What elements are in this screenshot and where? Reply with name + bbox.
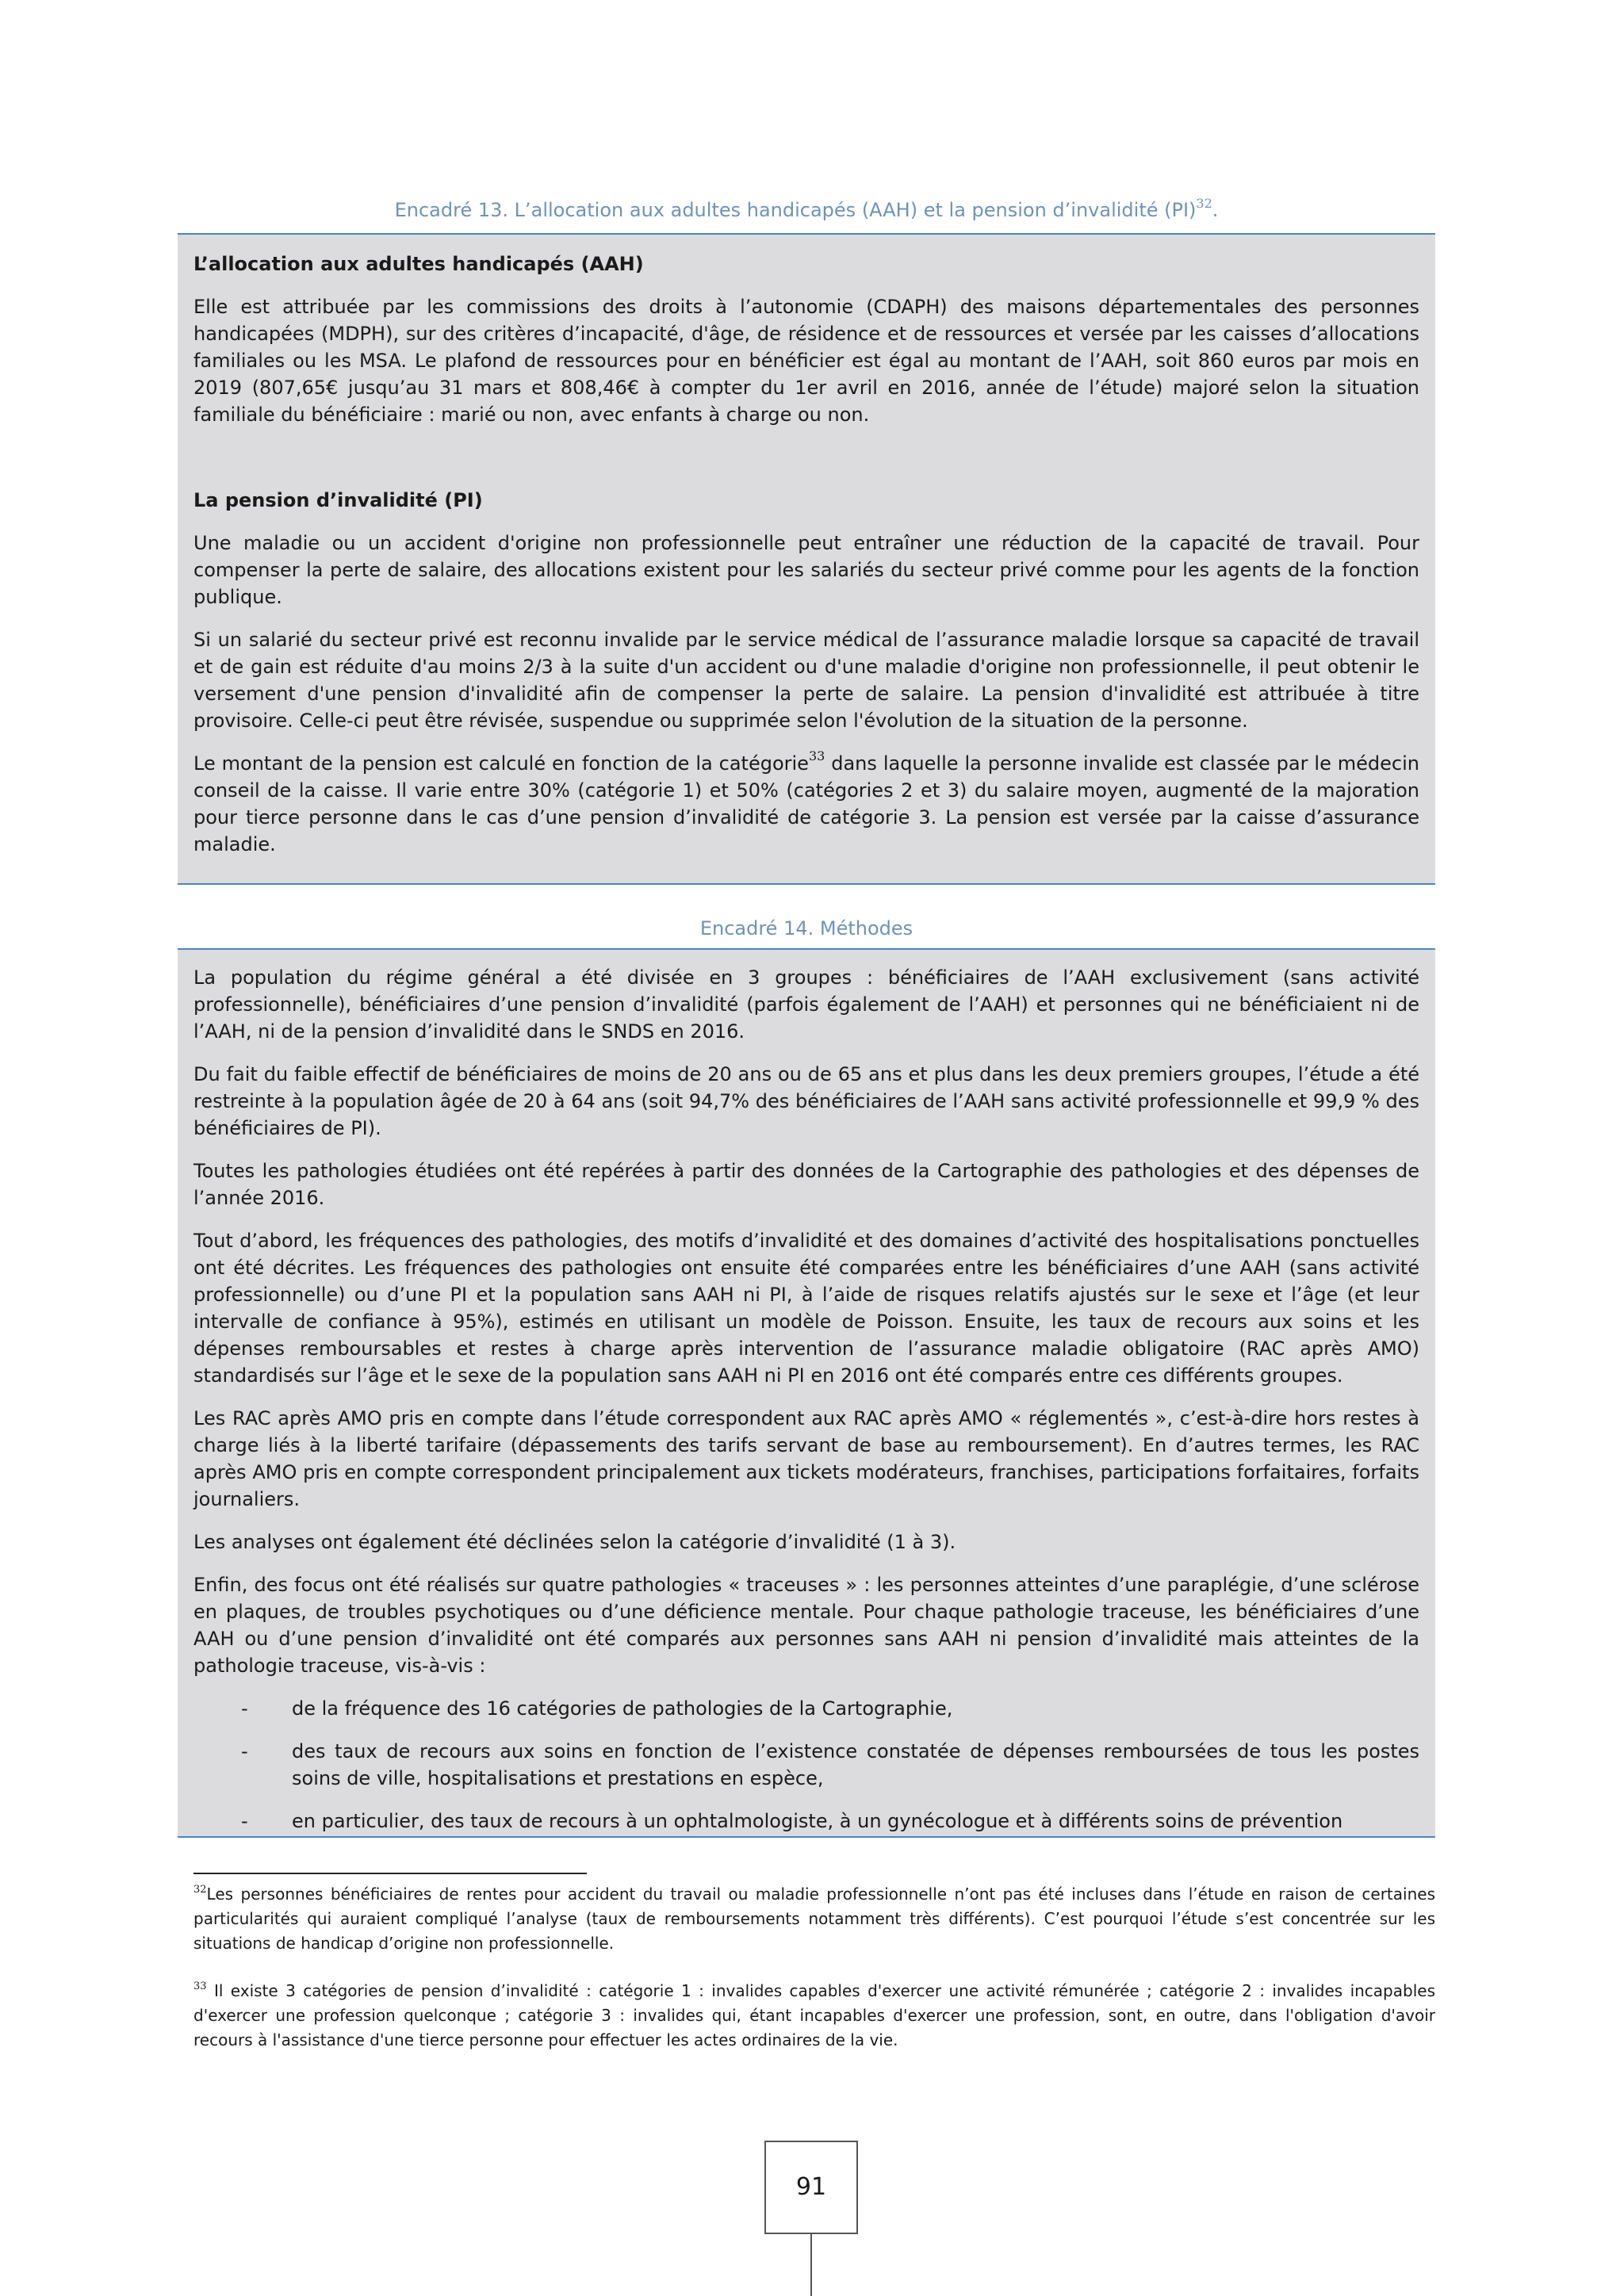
bullet-dash: - bbox=[241, 1810, 248, 1832]
bullet-dash: - bbox=[241, 1697, 248, 1720]
encadre13-caption-text: Encadré 13. L’allocation aux adultes handicapés (AAH) et la pension d’invalidité (PI) bbox=[394, 199, 1197, 221]
footnote-ref-32[interactable]: 32 bbox=[1196, 196, 1212, 211]
pi-paragraph-3-end: dans laquelle la personne invalide est classée par le médecin conseil de la caisse. Il varie entre 30% (catégorie 1) et 50% (catégories 2 et 3) du salaire moyen, augmenté de la majoration pour tierce personne dans le cas d’une pension d’invalidité de catégorie 3. La pension est versée par la caisse d’assurance maladie. bbox=[193, 752, 1420, 855]
bullet-dash: - bbox=[241, 1740, 248, 1762]
footnote-33-text: Il existe 3 catégories de pension d’invalidité : catégorie 1 : invalides capables d'exercer une activité rémunérée ; catégorie 2 : invalides incapables d'exercer une profession quelconque ; catégorie 3 : invalides qui, étant incapables d'exercer une profession, sont, en outre, dans l'obligation d'avoir recours à l'assistance d'une tierce personne pour effectuer les actes ordinaires de la vie. bbox=[193, 1981, 1435, 2049]
methods-paragraph-4: Tout d’abord, les fréquences des pathologies, des motifs d’invalidité et des domaines d’activité des hospitalisations ponctuelles ont été décrites. Les fréquences des pathologies ont ensuite été comparées entre les bénéficiaires d’une AAH (sans activité professionnelle) ou d’une PI et la population sans AAH ni PI, à l’aide de risques relatifs ajustés sur le sexe et l’âge (et leur intervalle de confiance à 95%), estimés en utilisant un modèle de Poisson. Ensuite, les taux de recours aux soins et les dépenses remboursables et restes à charge après intervention de l’assurance maladie obligatoire (RAC après AMO) standardisés sur l’âge et le sexe de la population sans AAH ni PI en 2016 ont été comparés entre ces différents groupes. bbox=[193, 1230, 1419, 1387]
pi-paragraph-1: Une maladie ou un accident d'origine non professionnelle peut entraîner une réduction de la capacité de travail. Pour compenser la perte de salaire, des allocations existent pour les salariés du secteur privé comme pour les agents de la fonction publique. bbox=[193, 532, 1419, 608]
footnote-33-number: 33 bbox=[193, 1980, 207, 1992]
footnote-ref-33[interactable]: 33 bbox=[808, 748, 825, 763]
encadre14-caption: Encadré 14. Méthodes bbox=[699, 917, 914, 939]
footnote-32-number: 32 bbox=[193, 1884, 207, 1896]
aah-heading: L’allocation aux adultes handicapés (AAH) bbox=[193, 253, 644, 275]
methods-paragraph-3: Toutes les pathologies étudiées ont été repérées à partir des données de la Cartographie des pathologies et des dépenses de l’année 2016. bbox=[193, 1160, 1419, 1209]
encadre13-caption-end: . bbox=[1212, 199, 1219, 221]
list-item-text: en particulier, des taux de recours à un ophtalmologiste, à un gynécologue et à différents soins de prévention bbox=[292, 1810, 1343, 1832]
methods-paragraph-6: Les analyses ont également été déclinées selon la catégorie d’invalidité (1 à 3). bbox=[193, 1531, 956, 1553]
footnote-32 bbox=[193, 1882, 1435, 1956]
aah-paragraph: Elle est attribuée par les commissions des droits à l’autonomie (CDAPH) des maisons départementales des personnes handicapées (MDPH), sur des critères d’incapacité, d'âge, de résidence et de ressources et versée par les caisses d’allocations familiales ou les MSA. Le plafond de ressources pour en bénéficier est égal au montant de l’AAH, soit 860 euros par mois en 2019 (807,65€ jusqu’au 31 mars et 808,46€ à compter du 1er avril en 2016, année de l’étude) majoré selon la situation familiale du bénéficiaire : marié ou non, avec enfants à charge ou non. bbox=[193, 296, 1419, 426]
list-item bbox=[193, 1695, 1419, 1722]
list-item bbox=[193, 1738, 1419, 1792]
pi-paragraph-2: Si un salarié du secteur privé est reconnu invalide par le service médical de l’assurance maladie lorsque sa capacité de travail et de gain est réduite d'au moins 2/3 à la suite d'un accident ou d'une maladie d'origine non professionnelle, il peut obtenir le versement d'une pension d'invalidité afin de compenser la perte de salaire. La pension d'invalidité est attribuée à titre provisoire. Celle-ci peut être révisée, suspendue ou supprimée selon l'évolution de la situation de la personne. bbox=[193, 629, 1419, 732]
list-item-text: des taux de recours aux soins en fonction de l’existence constatée de dépenses remboursées de tous les postes soins de ville, hospitalisations et prestations en espèce, bbox=[292, 1740, 1419, 1789]
footnote-32-text: Les personnes bénéficiaires de rentes pour accident du travail ou maladie professionnelle n’ont pas été incluses dans l’étude en raison de certaines particularités qui auraient compliqué l’analyse (taux de remboursements notamment très différents). C’est pourquoi l’étude s’est concentrée sur les situations de handicap d’origine non professionnelle. bbox=[193, 1885, 1435, 1953]
methods-paragraph-7: Enfin, des focus ont été réalisés sur quatre pathologies « traceuses » : les personnes atteintes d’une paraplégie, d’une sclérose en plaques, de troubles psychotiques ou d’une déficience mentale. Pour chaque pathologie traceuse, les bénéficiaires d’une AAH ou d’une pension d’invalidité ont été comparés aux personnes sans AAH ni pension d’invalidité mais atteintes de la pathologie traceuse, vis-à-vis : bbox=[193, 1574, 1419, 1677]
page-number: 91 bbox=[764, 2141, 858, 2234]
page-number-line bbox=[810, 2234, 812, 2296]
encadre13-box bbox=[178, 233, 1435, 885]
list-item-text: de la fréquence des 16 catégories de pathologies de la Cartographie, bbox=[292, 1697, 953, 1720]
pi-heading: La pension d’invalidité (PI) bbox=[193, 489, 483, 511]
methods-paragraph-2: Du fait du faible effectif de bénéficiaires de moins de 20 ans ou de 65 ans et plus dans les deux premiers groupes, l’étude a été restreinte à la population âgée de 20 à 64 ans (soit 94,7% des bénéficiaires de l’AAH sans activité professionnelle et 99,9 % des bénéficiaires de PI). bbox=[193, 1063, 1419, 1139]
encadre14-box bbox=[178, 948, 1435, 1838]
encadre13-caption bbox=[178, 198, 1435, 222]
methods-paragraph-1: La population du régime général a été divisée en 3 groupes : bénéficiaires de l’AAH exclusivement (sans activité professionnelle), bénéficiaires d’une pension d’invalidité (parfois également de l’AAH) et personnes qui ne bénéficiaient ni de l’AAH, ni de la pension d’invalidité dans le SNDS en 2016. bbox=[193, 966, 1419, 1043]
list-item bbox=[193, 1808, 1419, 1835]
footnote-separator bbox=[193, 1873, 587, 1874]
footnote-33 bbox=[193, 1979, 1435, 2053]
pi-paragraph-3-start: Le montant de la pension est calculé en fonction de la catégorie bbox=[193, 752, 809, 775]
pi-paragraph-3 bbox=[193, 750, 1419, 858]
methods-paragraph-5: Les RAC après AMO pris en compte dans l’étude correspondent aux RAC après AMO « réglementés », c’est-à-dire hors restes à charge liés à la liberté tarifaire (dépassements des tarifs servant de base au remboursement). En d’autres termes, les RAC après AMO pris en compte correspondent principalement aux tickets modérateurs, franchises, participations forfaitaires, forfaits journaliers. bbox=[193, 1407, 1419, 1510]
